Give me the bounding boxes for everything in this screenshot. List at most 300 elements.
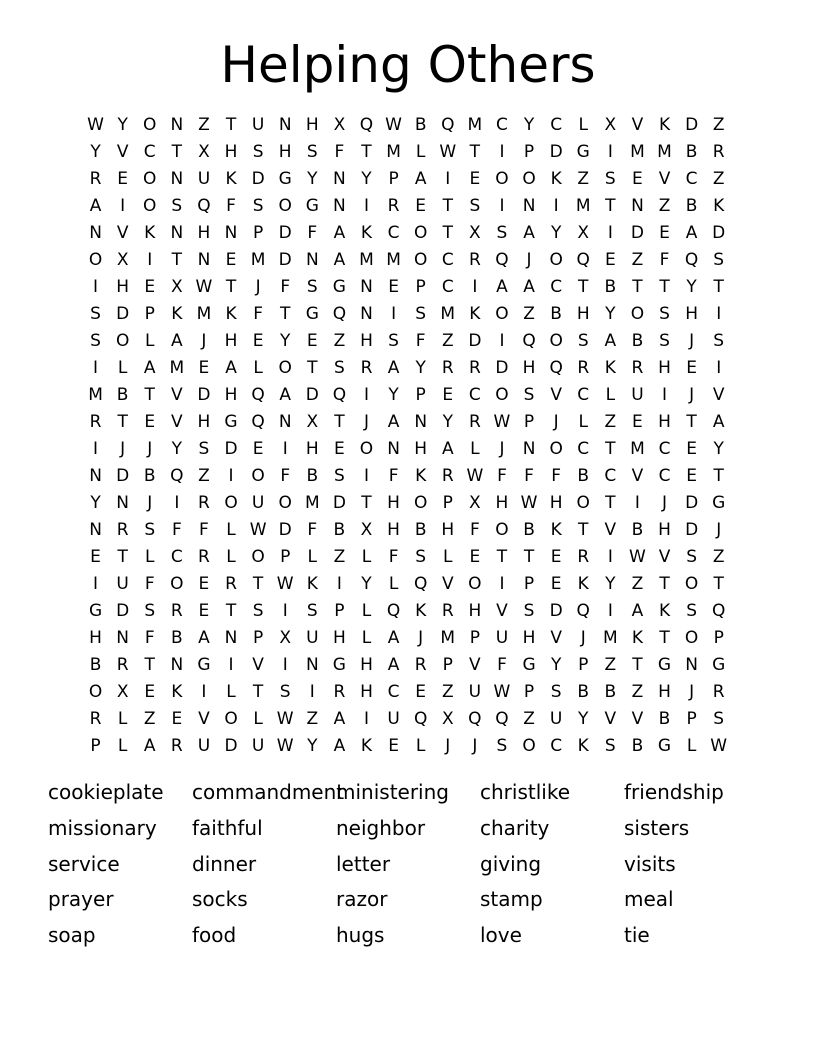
word-list-item: razor [336,887,388,912]
grid-letter: T [469,142,481,162]
grid-letter: N [170,655,184,675]
grid-letter: J [255,277,261,297]
grid-letter: S [171,196,183,216]
grid-letter: X [469,493,481,513]
grid-letter: V [712,385,725,405]
grid-letter: O [495,169,509,189]
grid-letter: A [414,169,427,189]
grid-row [82,625,732,652]
grid-letter: Z [577,169,590,189]
grid-letter: E [632,412,643,432]
grid-letter: T [307,358,318,378]
grid-letter: Z [198,466,210,486]
grid-letter: O [495,520,509,540]
grid-letter: O [143,115,157,135]
grid-letter: H [414,439,428,459]
grid-letter: T [659,574,670,594]
grid-letter: T [578,277,589,297]
grid-letter: K [144,223,156,243]
grid-letter: A [604,331,617,351]
grid-letter: C [441,250,454,270]
grid-letter: Z [198,115,210,135]
grid-letter: G [305,196,319,216]
grid-letter: T [144,385,155,405]
grid-letter: K [577,574,589,594]
grid-letter: X [306,412,319,432]
grid-letter: E [604,250,616,270]
grid-letter: Y [686,277,697,297]
grid-letter: H [224,331,238,351]
grid-letter: B [333,520,346,540]
grid-letter: P [415,385,426,405]
grid-letter: V [252,655,264,675]
grid-letter: K [415,466,427,486]
grid-letter: H [360,682,373,702]
grid-letter: S [306,142,318,162]
grid-letter: M [440,304,456,324]
grid-letter: T [361,493,372,513]
grid-letter: L [253,709,263,729]
grid-letter: V [631,115,644,135]
grid-letter: V [604,709,617,729]
word-list-item: commandment [192,780,345,804]
grid-letter: I [309,682,315,702]
grid-letter: E [415,682,427,702]
grid-letter: P [713,628,724,648]
grid-letter: N [333,169,346,189]
grid-letter: A [143,358,156,378]
grid-letter: X [333,115,346,135]
grid-letter: T [225,115,237,135]
grid-letter: E [686,358,697,378]
grid-letter: D [278,520,292,540]
grid-letter: L [686,736,697,756]
grid-letter: H [522,358,536,378]
grid-letter: Z [333,547,346,567]
grid-letter: T [361,142,372,162]
grid-letter: Z [631,574,644,594]
grid-letter: L [117,709,128,729]
grid-row [82,274,732,301]
grid-letter: S [496,223,508,243]
grid-letter: I [363,196,369,216]
grid-letter: B [631,520,644,540]
grid-letter: N [631,196,644,216]
grid-letter: I [499,574,505,594]
grid-letter: T [442,196,453,216]
grid-letter: U [251,115,265,135]
grid-letter: U [387,709,400,729]
grid-letter: L [226,682,236,702]
grid-letter: K [171,682,183,702]
grid-letter: F [144,574,155,594]
grid-letter: D [116,466,130,486]
grid-letter: W [276,736,294,756]
grid-letter: C [577,439,590,459]
grid-letter: Y [117,115,128,135]
grid-letter: H [360,655,373,675]
grid-letter: T [225,601,237,621]
word-list-item: prayer [48,887,114,912]
grid-letter: C [387,682,400,702]
grid-letter: V [116,223,129,243]
grid-letter: K [225,304,237,324]
grid-letter: R [225,574,237,594]
grid-letter: W [629,547,646,567]
grid-letter: D [224,439,238,459]
word-list-item: food [192,923,237,948]
grid-letter: Z [143,709,156,729]
grid-letter: J [716,520,722,540]
grid-letter: Q [495,250,509,270]
grid-letter: N [522,439,536,459]
grid-letter: H [197,223,211,243]
grid-letter: D [549,142,563,162]
grid-letter: I [607,142,613,162]
grid-letter: X [279,628,292,648]
grid-letter: Q [251,385,265,405]
grid-letter: I [93,574,99,594]
grid-letter: I [499,142,505,162]
grid-letter: B [414,520,427,540]
grid-letter: N [116,493,129,513]
grid-letter: I [93,358,99,378]
grid-letter: T [117,547,128,567]
grid-letter: K [360,736,373,756]
grid-letter: V [171,385,183,405]
grid-row [82,247,732,274]
word-list-item: christlike [480,780,570,804]
grid-row [82,139,732,166]
word-list [48,776,788,955]
grid-letter: A [496,277,508,297]
grid-letter: I [120,196,126,216]
grid-letter: T [252,682,264,702]
grid-letter: M [467,115,483,135]
grid-letter: P [523,142,535,162]
grid-letter: D [278,223,292,243]
grid-letter: L [307,547,318,567]
grid-letter: T [334,412,345,432]
grid-letter: F [226,196,236,216]
grid-letter: F [659,250,670,270]
grid-letter: E [90,547,101,567]
grid-letter: S [523,601,535,621]
grid-letter: R [360,358,373,378]
grid-row [82,409,732,436]
grid-letter: H [658,520,671,540]
grid-letter: Q [522,331,536,351]
grid-letter: J [418,628,424,648]
grid-letter: Y [713,439,724,459]
grid-letter: E [334,439,345,459]
grid-letter: Y [361,169,372,189]
grid-letter: D [712,223,726,243]
grid-letter: B [414,115,427,135]
grid-letter: V [658,169,671,189]
grid-letter: G [576,142,590,162]
grid-letter: L [226,520,236,540]
grid-letter: S [659,304,670,324]
grid-letter: S [577,331,589,351]
grid-letter: F [307,223,318,243]
grid-letter: Q [359,115,374,135]
grid-letter: A [333,250,346,270]
grid-letter: H [658,358,671,378]
grid-letter: T [280,304,291,324]
grid-letter: N [360,304,373,324]
grid-letter: A [171,331,183,351]
grid-letter: S [252,601,264,621]
grid-letter: O [251,547,265,567]
grid-letter: P [442,493,453,513]
grid-letter: E [686,439,697,459]
grid-letter: B [685,196,698,216]
grid-letter: G [88,601,103,621]
grid-letter: I [228,466,234,486]
grid-letter: T [442,223,453,243]
grid-letter: J [201,331,207,351]
grid-letter: Q [712,601,726,621]
grid-letter: O [278,493,292,513]
grid-letter: T [171,142,183,162]
grid-letter: K [415,601,427,621]
grid-letter: A [225,358,237,378]
grid-letter: H [549,493,563,513]
grid-letter: N [387,439,400,459]
word-list-item: faithful [192,815,263,840]
word-list-item: missionary [48,815,157,840]
grid-letter: E [198,574,210,594]
grid-letter: C [685,169,698,189]
grid-letter: D [278,250,292,270]
grid-letter: D [549,601,563,621]
grid-letter: X [441,709,454,729]
grid-letter: L [226,547,236,567]
grid-letter: Y [605,304,616,324]
grid-letter: T [713,466,724,486]
grid-letter: W [493,682,511,702]
grid-letter: J [526,250,532,270]
grid-letter: G [224,412,238,432]
grid-letter: P [578,655,589,675]
grid-letter: T [659,628,670,648]
grid-letter: Z [441,331,454,351]
grid-letter: V [550,628,562,648]
grid-letter: I [391,304,397,324]
grid-row [82,517,732,544]
grid-letter: E [252,331,264,351]
grid-letter: C [550,115,563,135]
grid-letter: M [630,439,645,459]
grid-letter: W [710,736,728,756]
grid-letter: Q [332,304,347,324]
grid-letter: B [143,466,156,486]
grid-letter: G [712,493,726,513]
grid-letter: A [279,385,292,405]
grid-letter: U [197,169,211,189]
grid-letter: D [224,736,238,756]
grid-letter: K [469,304,481,324]
grid-letter: K [306,574,318,594]
grid-letter: O [359,439,374,459]
grid-letter: T [632,655,643,675]
grid-letter: I [662,385,668,405]
grid-letter: J [662,493,668,513]
grid-letter: T [496,547,508,567]
grid-letter: Z [604,412,617,432]
grid-letter: H [116,277,130,297]
grid-letter: F [253,304,263,324]
grid-letter: O [413,493,428,513]
grid-letter: T [713,574,724,594]
grid-letter: K [225,169,237,189]
grid-letter: I [363,709,369,729]
grid-letter: G [332,655,346,675]
grid-letter: K [604,358,616,378]
grid-letter: T [252,574,264,594]
grid-letter: L [117,358,128,378]
grid-letter: M [169,358,185,378]
grid-letter: Z [523,304,535,324]
grid-letter: C [550,277,563,297]
grid-letter: O [88,250,103,270]
grid-letter: Y [90,493,101,513]
grid-letter: E [686,466,697,486]
grid-letter: K [658,601,671,621]
grid-row [82,706,732,733]
grid-letter: P [523,412,535,432]
grid-row [82,436,732,463]
grid-letter: J [147,439,153,459]
grid-letter: R [712,682,725,702]
grid-letter: K [550,169,562,189]
grid-letter: U [251,736,265,756]
grid-letter: B [631,736,644,756]
grid-letter: Q [441,115,455,135]
grid-letter: D [495,358,509,378]
word-list-item: dinner [192,851,257,876]
grid-letter: P [252,628,264,648]
grid-letter: N [278,412,292,432]
grid-letter: O [278,358,292,378]
grid-letter: W [439,142,457,162]
grid-letter: O [170,574,184,594]
grid-letter: R [198,547,210,567]
grid-letter: J [147,493,153,513]
grid-letter: Z [631,682,644,702]
grid-letter: L [415,142,426,162]
grid-letter: S [306,601,318,621]
grid-letter: Q [468,709,482,729]
grid-letter: E [388,736,399,756]
grid-letter: A [387,358,400,378]
grid-letter: A [441,439,454,459]
grid-letter: O [413,250,428,270]
grid-letter: N [89,520,102,540]
grid-letter: I [93,439,99,459]
grid-letter: T [605,493,616,513]
grid-letter: A [685,223,698,243]
word-list-item: letter [336,851,391,876]
grid-letter: B [631,331,644,351]
word-list-item: visits [624,851,676,876]
grid-letter: V [496,601,508,621]
grid-letter: U [251,493,265,513]
grid-letter: M [575,196,591,216]
grid-letter: M [196,304,212,324]
grid-letter: W [466,466,484,486]
grid-letter: W [276,574,294,594]
grid-letter: V [171,412,183,432]
grid-letter: G [522,655,536,675]
grid-letter: Q [413,574,428,594]
grid-letter: R [441,358,454,378]
grid-letter: B [306,466,319,486]
grid-letter: G [278,169,292,189]
grid-letter: S [252,196,264,216]
grid-row [82,382,732,409]
grid-letter: J [689,331,695,351]
word-list-item: charity [480,815,550,840]
grid-letter: I [363,385,369,405]
grid-letter: O [495,385,509,405]
grid-letter: H [387,493,400,513]
grid-letter: I [499,331,505,351]
grid-letter: M [304,493,320,513]
grid-letter: A [143,736,156,756]
grid-letter: A [523,223,535,243]
grid-letter: I [282,655,288,675]
grid-letter: L [415,736,426,756]
grid-letter: R [712,142,725,162]
word-list-item: neighbor [336,815,426,840]
grid-letter: R [116,655,129,675]
grid-letter: F [199,520,209,540]
grid-letter: S [550,682,562,702]
grid-letter: S [523,385,535,405]
grid-letter: O [522,736,536,756]
grid-letter: H [441,520,455,540]
grid-letter: Z [523,709,535,729]
grid-letter: F [551,466,562,486]
grid-letter: I [553,196,559,216]
word-list-item: socks [192,887,248,912]
grid-letter: L [361,628,372,648]
grid-letter: F [307,520,318,540]
grid-letter: C [387,223,400,243]
word-list-item: stamp [480,887,543,912]
grid-letter: C [468,385,481,405]
grid-letter: M [440,628,456,648]
grid-letter: X [360,520,373,540]
grid-row [82,490,732,517]
grid-letter: R [198,493,210,513]
grid-letter: E [388,277,399,297]
grid-letter: H [224,385,238,405]
grid-letter: O [576,493,590,513]
grid-letter: W [385,115,402,135]
word-list-item: sisters [624,815,690,840]
grid-letter: R [89,169,102,189]
grid-letter: M [657,142,672,162]
grid-letter: U [468,682,482,702]
grid-letter: A [387,628,400,648]
word-list-item: tie [624,923,650,948]
word-list-item: friendship [624,780,724,804]
grid-letter: S [90,331,101,351]
grid-letter: R [468,412,481,432]
